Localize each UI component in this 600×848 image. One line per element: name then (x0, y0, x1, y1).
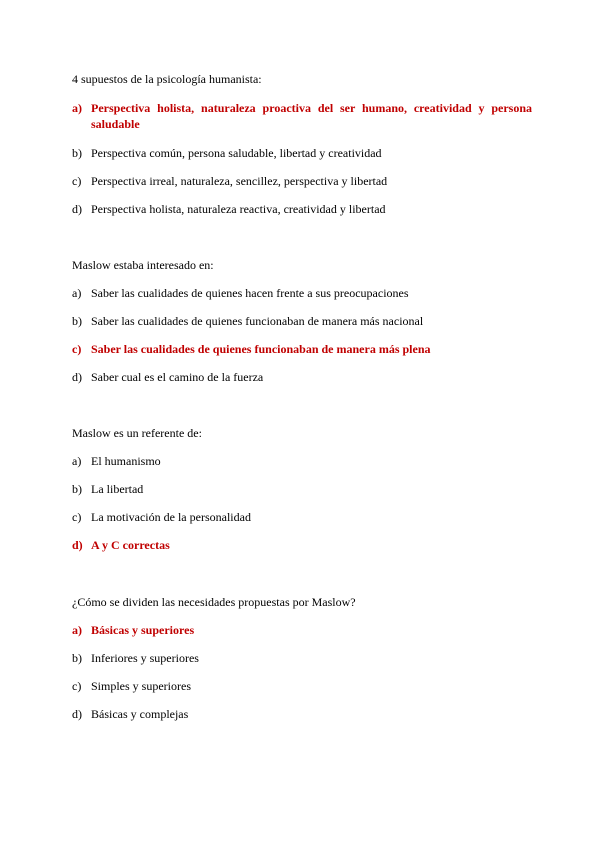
option-text: Básicas y superiores (91, 623, 195, 637)
option-letter: d) (72, 538, 83, 552)
option-letter: a) (72, 454, 82, 468)
option-letter: a) (72, 101, 82, 115)
option-letter: c) (72, 174, 82, 188)
option-text: Saber las cualidades de quienes funcionaban de manera más nacional (91, 314, 424, 328)
question-4-text: ¿Cómo se dividen las necesidades propuestas por Maslow? (72, 595, 356, 609)
option-letter: b) (72, 146, 82, 160)
option-letter: b) (72, 651, 82, 665)
option-text: Perspectiva irreal, naturaleza, sencillez, perspectiva y libertad (91, 174, 388, 188)
option-text: Saber las cualidades de quienes hacen frente a sus preocupaciones (91, 286, 409, 300)
option-text: La libertad (91, 482, 144, 496)
question-4-option-c (72, 678, 532, 694)
option-text: Simples y superiores (91, 679, 191, 693)
question-4-option-b (72, 650, 532, 666)
option-letter: d) (72, 370, 82, 384)
option-letter: b) (72, 314, 82, 328)
question-3-option-c (72, 509, 532, 525)
question-3-option-b (72, 481, 532, 497)
question-1-text: 4 supuestos de la psicología humanista: (72, 72, 262, 86)
option-text: A y C correctas (91, 538, 170, 552)
question-3-option-d (72, 537, 532, 553)
option-text: Saber cual es el camino de la fuerza (91, 370, 264, 384)
question-2-option-c (72, 341, 532, 357)
question-1-option-a (72, 100, 532, 132)
option-text: El humanismo (91, 454, 161, 468)
question-2-option-d (72, 369, 532, 385)
option-letter: d) (72, 202, 82, 216)
question-2-option-b (72, 313, 532, 329)
question-4-option-d (72, 706, 532, 722)
option-letter: a) (72, 623, 82, 637)
option-letter: c) (72, 510, 82, 524)
option-text: Perspectiva común, persona saludable, libertad y creatividad (91, 146, 382, 160)
option-letter: d) (72, 707, 82, 721)
question-1-option-d (72, 201, 532, 217)
question-4-option-a (72, 622, 532, 638)
option-text: Inferiores y superiores (91, 651, 199, 665)
option-letter: a) (72, 286, 82, 300)
option-text: Básicas y complejas (91, 707, 189, 721)
question-2-option-a (72, 285, 532, 301)
option-text: Perspectiva holista, naturaleza proactiva del ser humano, creatividad y persona saludable (91, 101, 532, 131)
option-text: Saber las cualidades de quienes funcionaban de manera más plena (91, 342, 431, 356)
question-2-text: Maslow estaba interesado en: (72, 258, 214, 272)
option-letter: c) (72, 342, 82, 356)
option-text: La motivación de la personalidad (91, 510, 251, 524)
question-1-option-b (72, 145, 532, 161)
option-letter: b) (72, 482, 82, 496)
option-text: Perspectiva holista, naturaleza reactiva, creatividad y libertad (91, 202, 386, 216)
question-3-option-a (72, 453, 532, 469)
option-letter: c) (72, 679, 82, 693)
question-1-option-c (72, 173, 532, 189)
question-3-text: Maslow es un referente de: (72, 426, 202, 440)
